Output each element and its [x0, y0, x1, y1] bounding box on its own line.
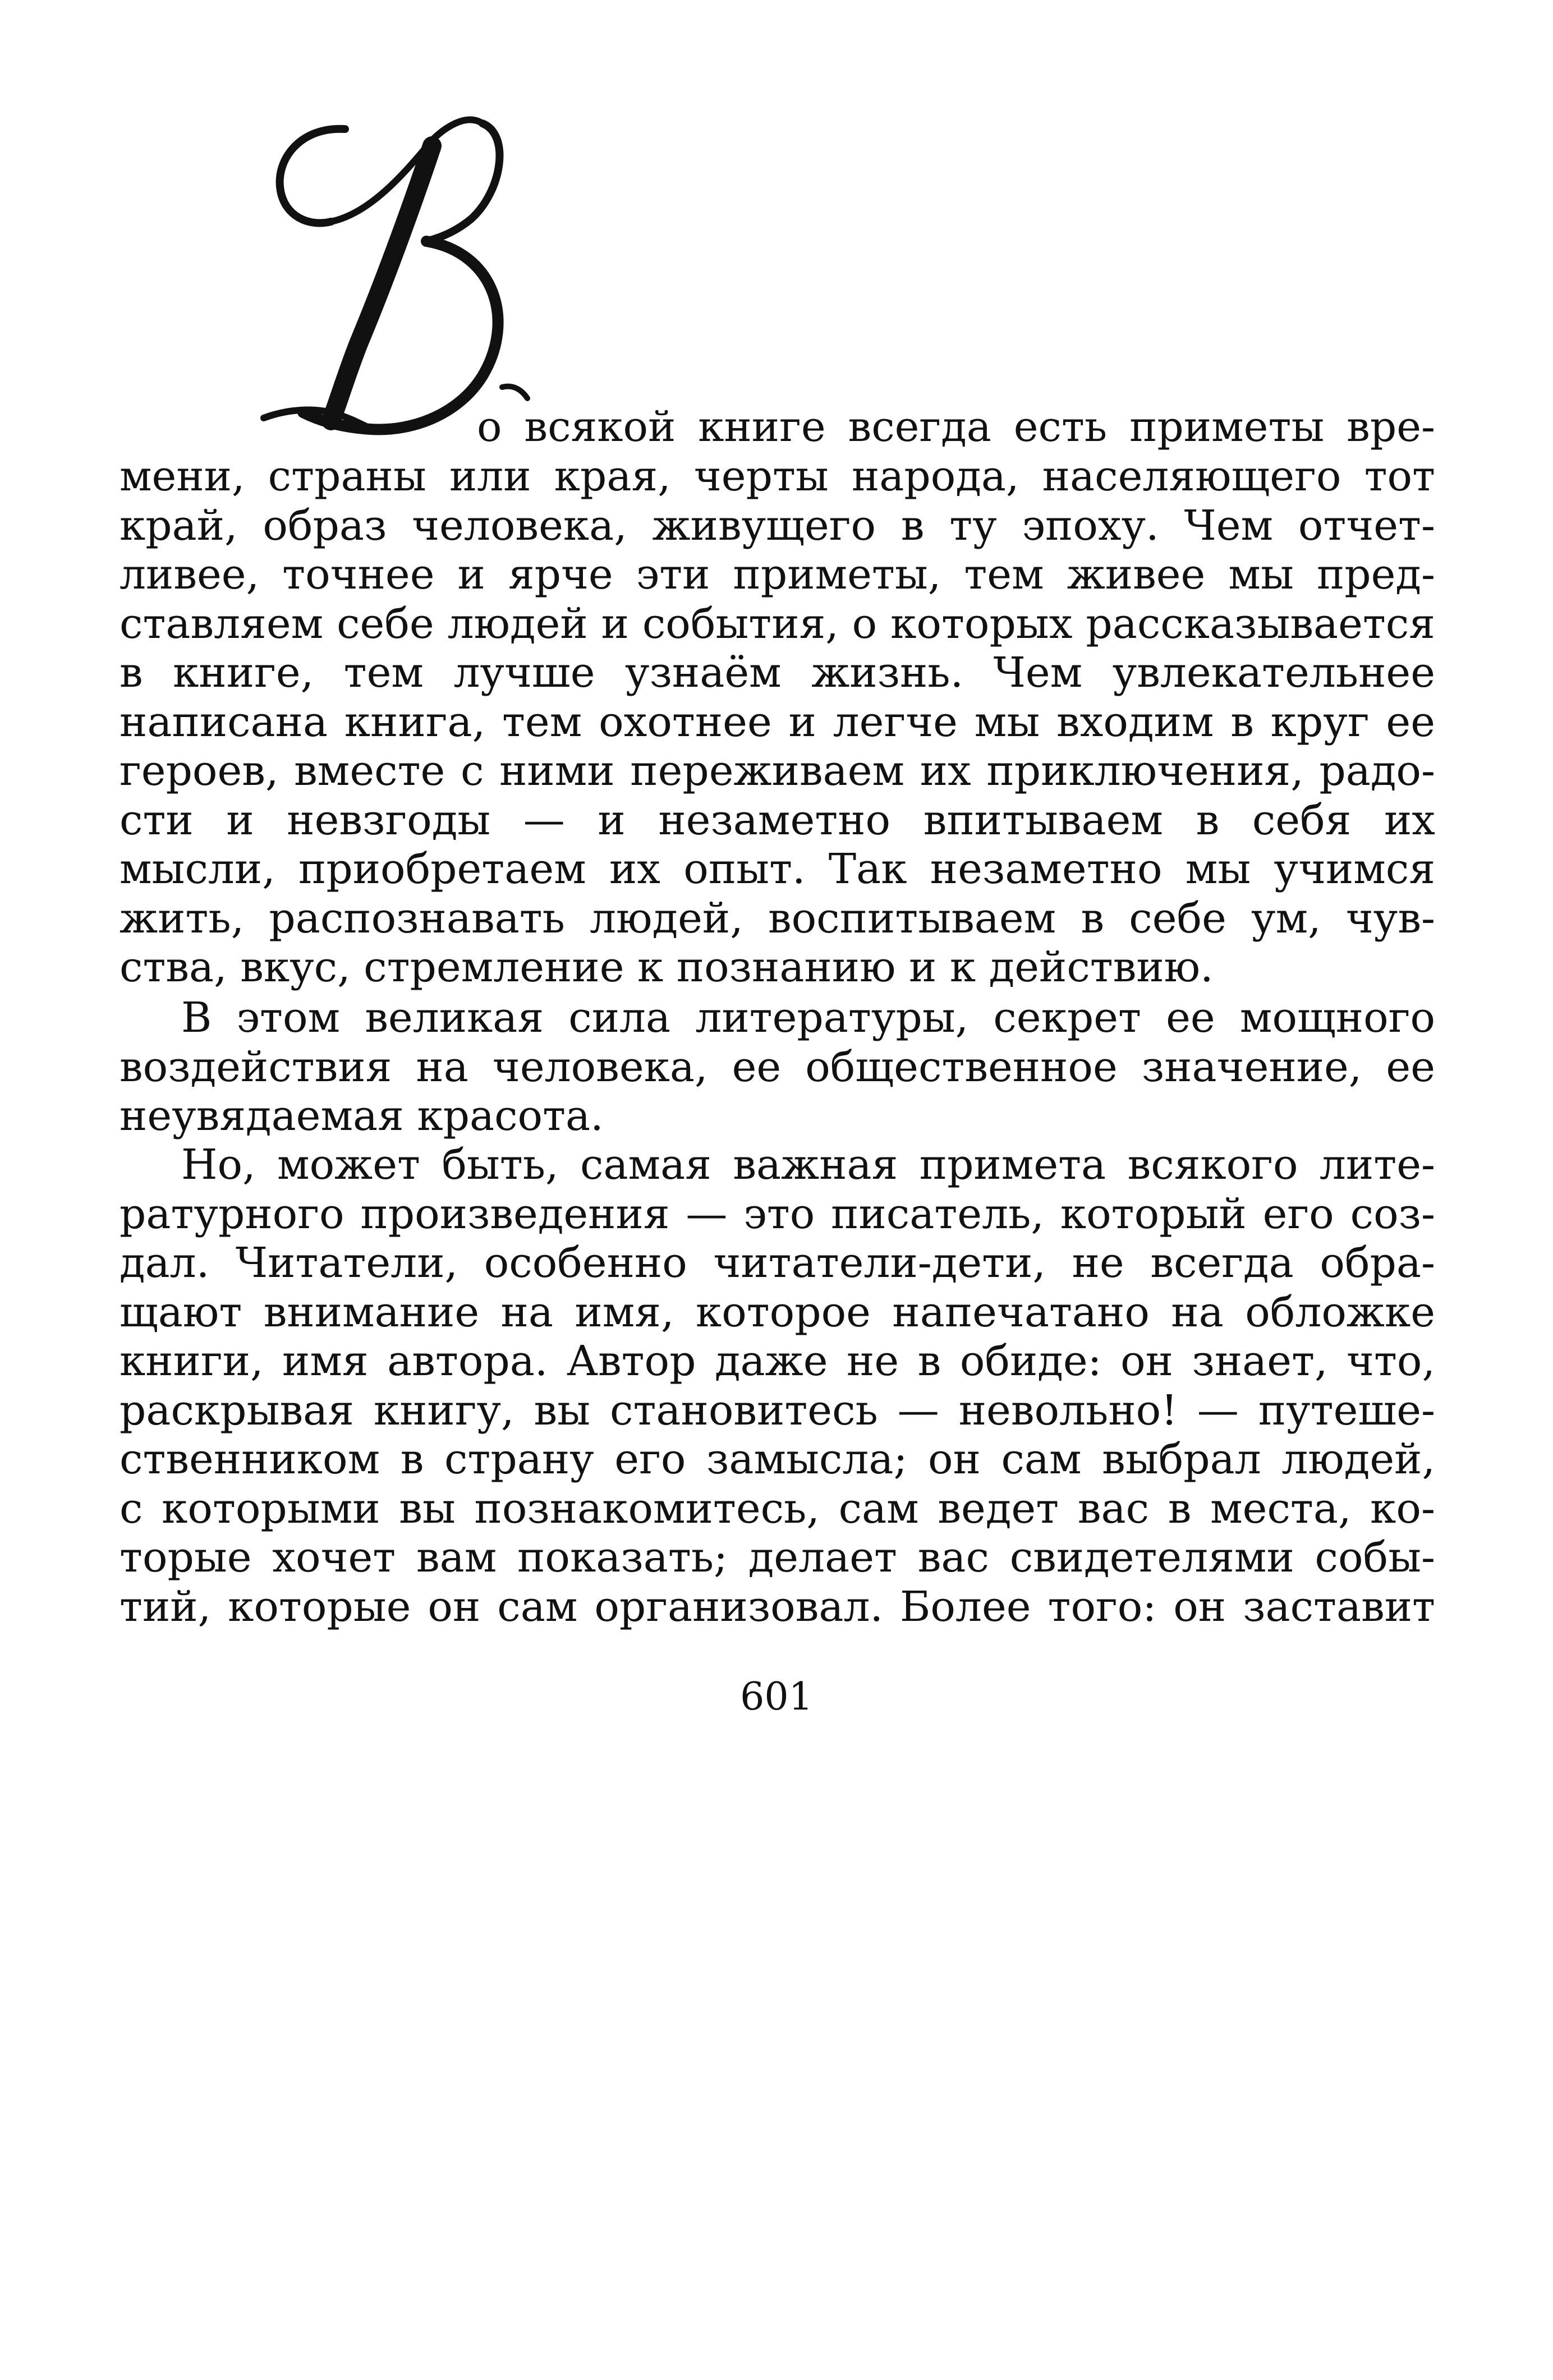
text-line: неувядаемая красота.	[120, 1092, 604, 1140]
text-line: жить, распознавать людей, воспитываем в себе ум, чув-	[120, 894, 1435, 943]
text-line: ставляем себе людей и события, о которых рассказывается	[120, 599, 1435, 648]
page-number: 601	[740, 1675, 813, 1719]
paragraph-3	[120, 1141, 1435, 1632]
text-line: дал. Читатели, особенно читатели-дети, не всегда обра-	[120, 1239, 1435, 1287]
text-line: ливее, точнее и ярче эти приметы, тем живее мы пред-	[120, 550, 1435, 599]
text-line: воздействия на человека, ее общественное значение, ее	[120, 1042, 1435, 1091]
text-line: край, образ человека, живущего в ту эпоху. Чем отчет-	[120, 501, 1435, 550]
paragraph1-first-line: о всякой книге всегда есть приметы вре-	[477, 403, 1435, 451]
text-line: ства, вкус, стремление к познанию и к действию.	[120, 943, 1214, 991]
text-line: мени, страны или края, черты народа, населяющего тот	[120, 452, 1435, 500]
text-line: торые хочет вам показать; делает вас свидетелями собы-	[120, 1533, 1435, 1582]
text-line: щают внимание на имя, которое напечатано на обложке	[120, 1288, 1435, 1336]
text-line: мысли, приобретаем их опыт. Так незаметно мы учимся	[120, 845, 1435, 893]
text-line: раскрывая книгу, вы становитесь — невольно! — путеше-	[120, 1386, 1435, 1435]
paragraph-2	[120, 994, 1435, 1141]
text-line: ственником в страну его замысла; он сам выбрал людей,	[120, 1435, 1435, 1483]
text-line: сти и невзгоды — и незаметно впитываем в себя их	[120, 796, 1435, 844]
text-line: тий, которые он сам организовал. Более того: он заставит	[120, 1582, 1435, 1631]
text-line: в книге, тем лучше узнаём жизнь. Чем увлекательнее	[120, 649, 1435, 697]
paragraph-1	[120, 452, 1435, 993]
text-line: В этом великая сила литературы, секрет ее мощного	[181, 994, 1435, 1042]
text-line: ратурного произведения — это писатель, который его соз-	[120, 1189, 1435, 1238]
text-line: написана книга, тем охотнее и легче мы входим в круг ее	[120, 697, 1435, 746]
text-line: книги, имя автора. Автор даже не в обиде: он знает, что,	[120, 1337, 1435, 1385]
text-line: Но, может быть, самая важная примета всякого лите-	[181, 1141, 1435, 1189]
text-line: с которыми вы познакомитесь, сам ведет вас в места, ко-	[120, 1484, 1435, 1533]
text-line: героев, вместе с ними переживаем их приключения, радо-	[120, 747, 1435, 795]
